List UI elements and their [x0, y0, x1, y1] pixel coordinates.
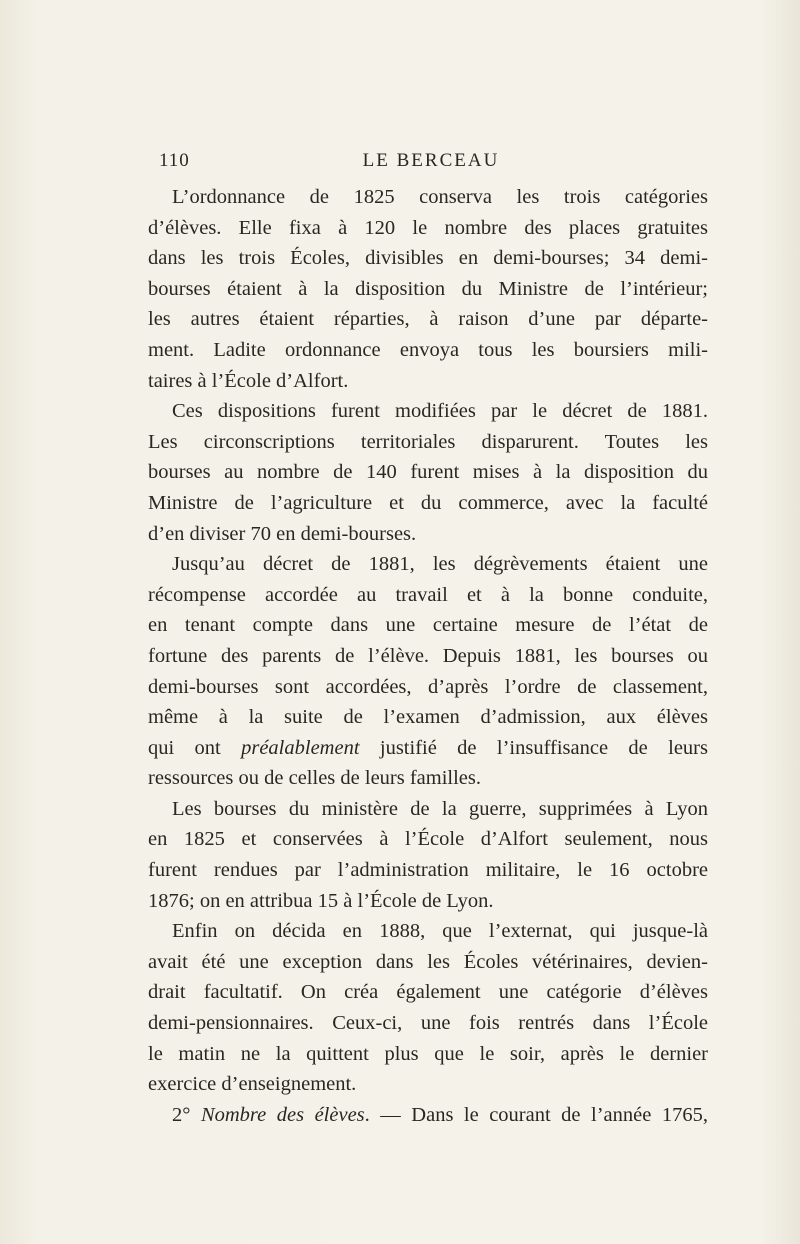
text-line: Les bourses du ministère de la guerre, supprimées à Lyon: [172, 797, 708, 820]
text-line: d’élèves. Elle fixa à 120 le nombre des places gratuites: [148, 216, 708, 239]
text-line: ressources ou de celles de leurs familles.: [148, 767, 482, 790]
text-line: le matin ne la quittent plus que le soir, après le dernier: [148, 1042, 708, 1065]
text-fragment: qui ont: [148, 736, 242, 759]
text-line: en tenant compte dans une certaine mesure de l’état de: [148, 614, 708, 637]
page-number: 110: [159, 150, 190, 171]
text-line: furent rendues par l’administration militaire, le 16 octobre: [148, 859, 708, 882]
body-text: [148, 182, 708, 1130]
text-fragment: . — Dans le courant de l’année 1765,: [364, 1103, 708, 1126]
text-line: avait été une exception dans les Écoles vétérinaires, devien-: [148, 950, 708, 973]
text-line: taires à l’École d’Alfort.: [148, 369, 349, 392]
text-line: Jusqu’au décret de 1881, les dégrèvements étaient une: [172, 553, 708, 576]
page-header: [157, 150, 705, 178]
text-line: 1876; on en attribua 15 à l’École de Lyon.: [148, 889, 494, 912]
text-line: même à la suite de l’examen d’admission, aux élèves: [148, 706, 708, 729]
text-line: Les circonscriptions territoriales disparurent. Toutes les: [148, 430, 708, 453]
italic-emphasis: Nombre des élèves: [200, 1103, 365, 1126]
italic-emphasis: préalablement: [241, 736, 360, 759]
text-line: en 1825 et conservées à l’École d’Alfort seulement, nous: [148, 828, 708, 851]
text-fragment: justifié de l’insuffisance de leurs: [359, 736, 708, 759]
text-line: ment. Ladite ordonnance envoya tous les boursiers mili-: [148, 338, 708, 361]
text-line: Ministre de l’agriculture et du commerce, avec la faculté: [148, 491, 708, 514]
text-line: exercice d’enseignement.: [148, 1073, 357, 1096]
text-line: L’ordonnance de 1825 conserva les trois catégories: [172, 186, 708, 208]
text-line: les autres étaient réparties, à raison d’une par départe-: [148, 308, 708, 331]
running-head: LE BERCEAU: [362, 150, 500, 171]
text-line: dans les trois Écoles, divisibles en demi-bourses; 34 demi-: [148, 247, 708, 270]
text-line: demi-bourses sont accordées, d’après l’ordre de classement,: [148, 675, 708, 698]
text-line: d’en diviser 70 en demi-bourses.: [148, 522, 417, 545]
text-line: demi-pensionnaires. Ceux-ci, une fois rentrés dans l’École: [148, 1012, 708, 1035]
text-fragment: 2°: [172, 1103, 201, 1126]
text-line: drait facultatif. On créa également une catégorie d’élèves: [148, 981, 708, 1004]
text-line: bourses étaient à la disposition du Ministre de l’intérieur;: [148, 277, 708, 300]
text-line: récompense accordée au travail et à la bonne conduite,: [148, 583, 708, 606]
text-line: [148, 1100, 708, 1131]
text-line: Enfin on décida en 1888, que l’externat, qui jusque-là: [172, 920, 708, 943]
text-line: [148, 733, 708, 764]
text-line: bourses au nombre de 140 furent mises à la disposition du: [148, 461, 708, 484]
text-line: fortune des parents de l’élève. Depuis 1881, les bourses ou: [148, 644, 708, 667]
text-line: Ces dispositions furent modifiées par le décret de 1881.: [172, 400, 708, 423]
